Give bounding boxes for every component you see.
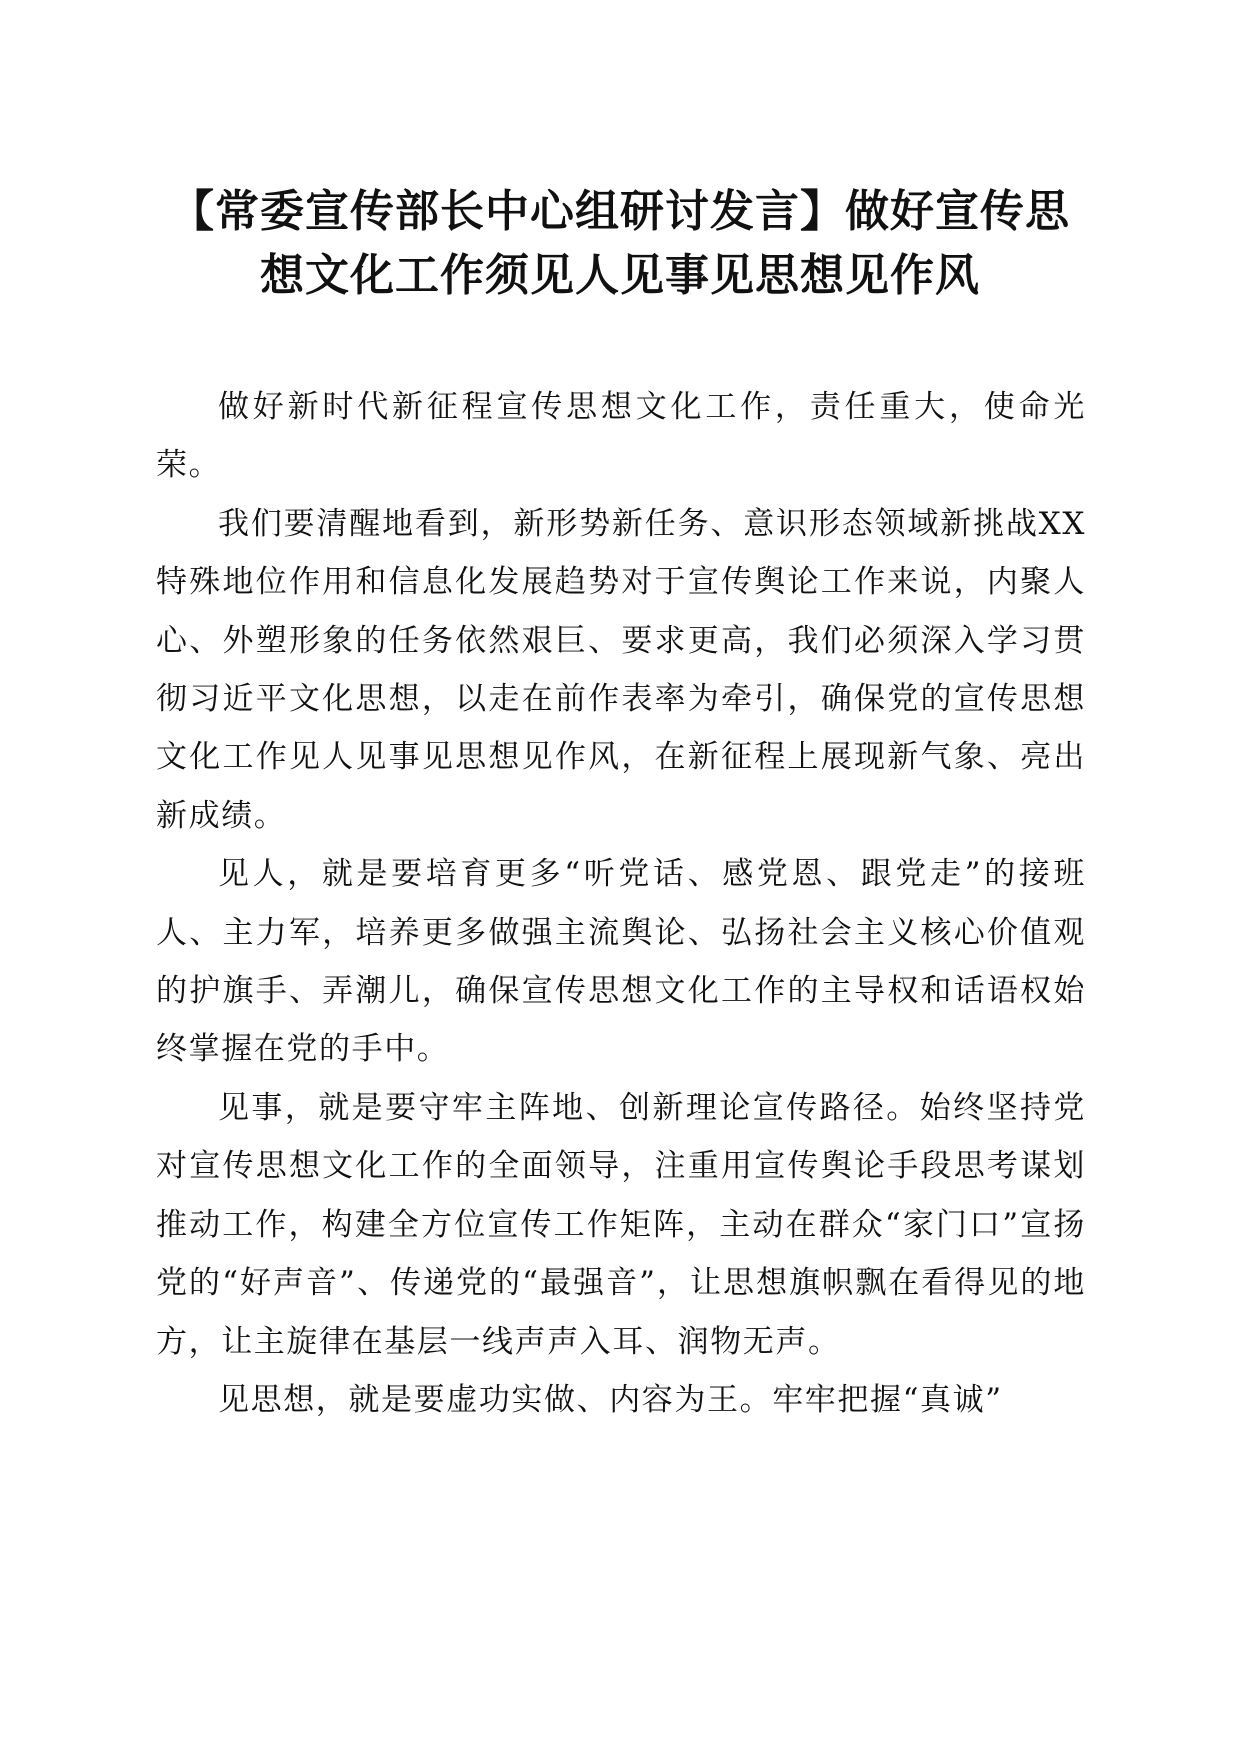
paragraph-see-people: 见人，就是要培育更多“听党话、感党恩、跟党走”的接班人、主力军，培养更多做强主流舆论、弘扬社会主义核心价值观的护旗手、弄潮儿，确保宣传思想文化工作的主导权和话语权始终掌握在党的手中。 <box>156 856 1086 1068</box>
title-line-1: 【常委宣传部长中心组研讨发言】做好宣传思 <box>170 186 1070 237</box>
paragraph-see-work: 见事，就是要守牢主阵地、创新理论宣传路径。始终坚持党对宣传思想文化工作的全面领导，注重用宣传舆论手段思考谋划推动工作，构建全方位宣传工作矩阵，主动在群众“家门口”宣扬党的“好声音”、传递党的“最强音”，让思想旗帜飘在看得见的地方，让主旋律在基层一线声声入耳、润物无声。 <box>156 1089 1086 1360</box>
document-body <box>156 378 1086 1429</box>
paragraph-see-thought: 见思想，就是要虚功实做、内容为王。牢牢把握“真诚” <box>218 1381 1003 1418</box>
paragraph-intro: 做好新时代新征程宣传思想文化工作，责任重大，使命光荣。 <box>156 389 1086 484</box>
title-line-2: 想文化工作须见人见事见思想见作风 <box>260 250 980 301</box>
paragraph-situation: 我们要清醒地看到，新形势新任务、意识形态领域新挑战XX特殊地位作用和信息化发展趋势对于宣传舆论工作来说，内聚人心、外塑形象的任务依然艰巨、要求更高，我们必须深入学习贯彻习近平文化思想，以走在前作表率为牵引，确保党的宣传思想文化工作见人见事见思想见作风，在新征程上展现新气象、亮出新成绩。 <box>156 505 1086 834</box>
document-title <box>150 180 1090 308</box>
